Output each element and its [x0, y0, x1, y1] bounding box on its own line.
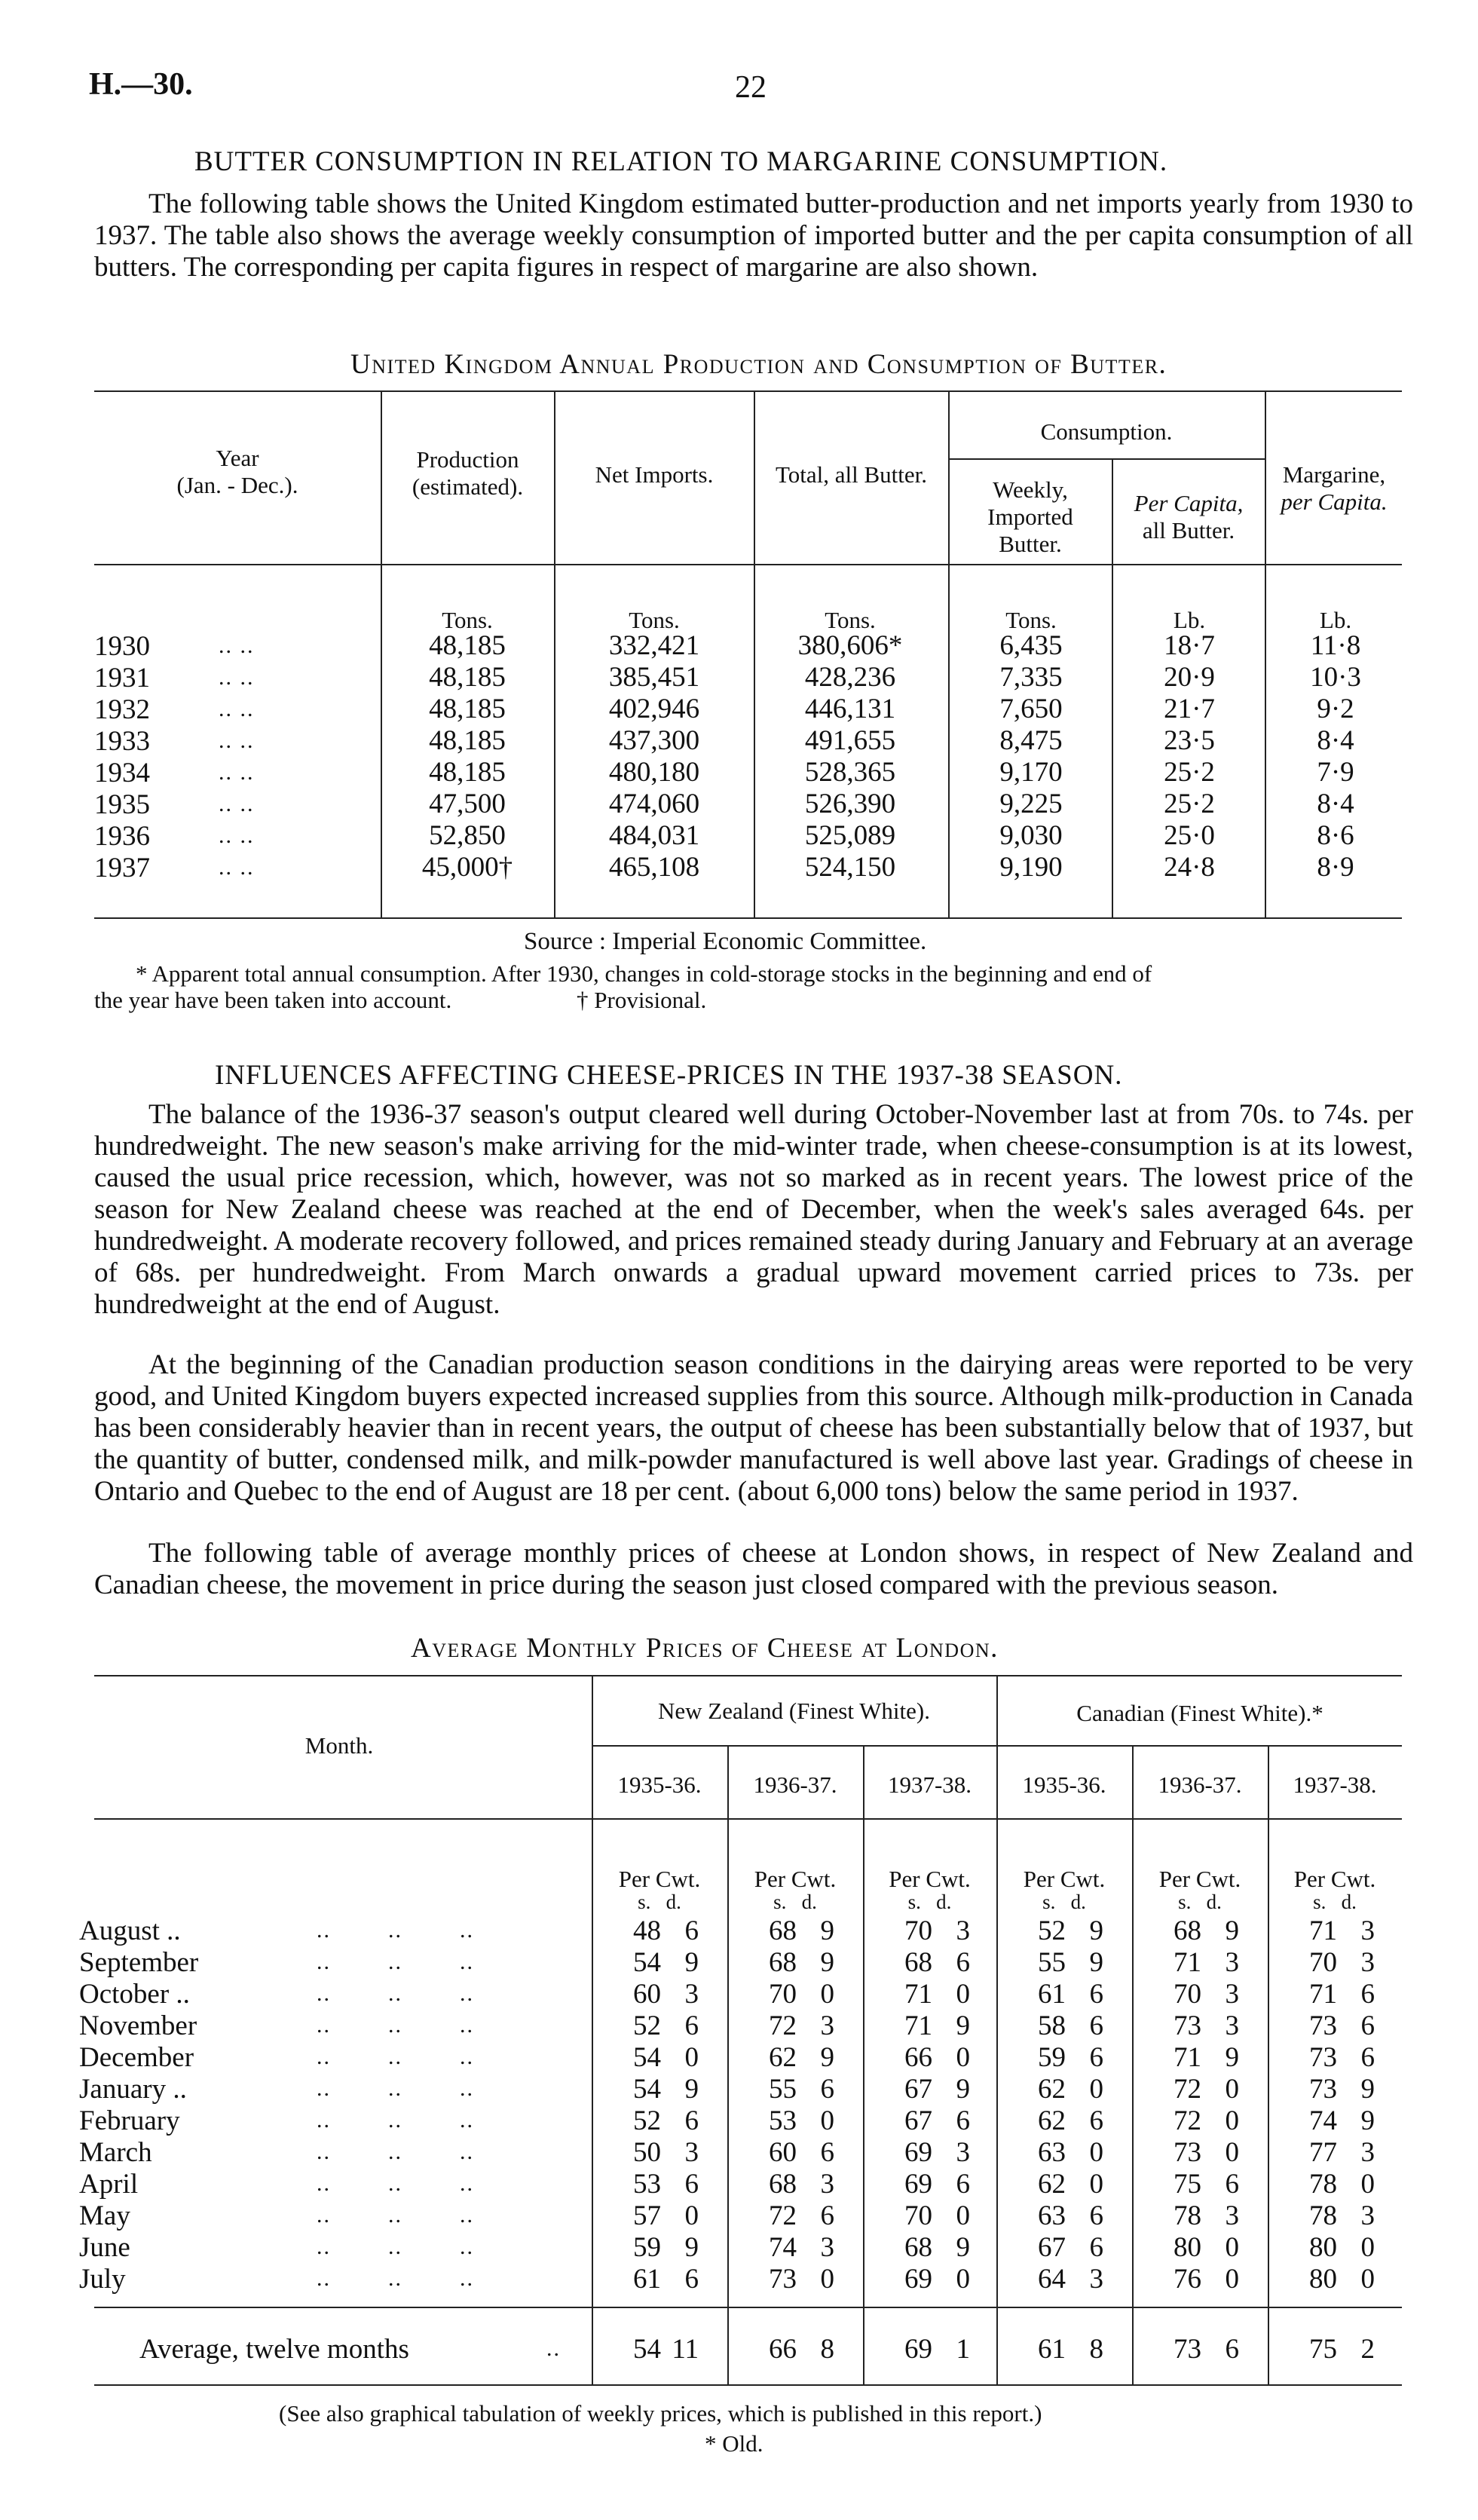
shillings-cell: 72	[1174, 2105, 1201, 2136]
section-title-cheese: INFLUENCES AFFECTING CHEESE-PRICES IN THE 1937-38 SEASON.	[215, 1060, 1123, 1091]
pence-cell: 9	[1360, 2074, 1375, 2105]
butter-table-title: United Kingdom Annual Production and Consumption of Butter.	[350, 349, 1167, 380]
butter-intro-paragraph: The following table shows the United Kingdom estimated butter-production and net imports yearly from 1930 to 1937. The table also shows the average weekly consumption of imported butter and the per capita consumption of all butters. The corresponding per capita figures in respect of margarine are also shown.	[94, 188, 1413, 283]
unit-label: Tons.	[629, 607, 680, 633]
cheese-table-title: Average Monthly Prices of Cheese at London.	[411, 1633, 999, 1664]
shillings-cell: 62	[1038, 2105, 1066, 2136]
section-title-butter: BUTTER CONSUMPTION IN RELATION TO MARGARINE CONSUMPTION.	[194, 146, 1168, 177]
leader-dots: .. .. ..	[317, 1949, 474, 1974]
month-label: May	[79, 2200, 130, 2231]
shillings-cell: 48	[633, 1915, 661, 1946]
shillings-cell: 53	[769, 2105, 797, 2136]
leader-dots: .. .. ..	[317, 2203, 474, 2228]
shillings-cell: 80	[1309, 2232, 1337, 2263]
pence-cell: 9	[684, 2232, 699, 2263]
cheese-paragraph-3: The following table of average monthly prices of cheese at London shows, in respect of New Zealand and Canadian cheese, the movement in price during the season just closed compared with the previous season.	[94, 1538, 1413, 1600]
butter-footnote-2: the year have been taken into account.	[94, 987, 452, 1013]
butter-source: Source : Imperial Economic Committee.	[524, 928, 927, 955]
shillings-cell: 71	[1309, 1915, 1337, 1946]
month-label: September	[79, 1947, 199, 1978]
butter-cell: 428,236	[804, 662, 896, 693]
pence-cell: 0	[1089, 2074, 1103, 2105]
header-consumption: Consumption.	[1040, 418, 1173, 445]
leader-dots: .. .. ..	[317, 2044, 474, 2069]
pence-cell: 6	[1089, 1979, 1103, 2010]
butter-cell: 18·7	[1164, 630, 1215, 661]
butter-cell: 24·8	[1164, 852, 1215, 883]
shillings-cell: 54	[633, 2074, 661, 2105]
leader-dots: .. .. ..	[317, 2076, 474, 2101]
butter-cell: 47,500	[429, 788, 506, 819]
butter-cell: 52,850	[429, 820, 506, 851]
season-header: 1935-36.	[617, 1771, 702, 1798]
shillings-cell: 74	[1309, 2105, 1337, 2136]
butter-cell: 7,335	[999, 662, 1063, 693]
sd-label: s. d.	[1042, 1891, 1086, 1913]
pence-cell: 6	[1089, 2200, 1103, 2231]
per-cwt-label: Per Cwt.	[754, 1866, 837, 1892]
month-label: April	[79, 2169, 139, 2200]
butter-cell: 484,031	[608, 820, 700, 851]
butter-cell: 402,946	[608, 694, 700, 724]
pence-cell: 9	[956, 2010, 970, 2041]
butter-year: 1937	[94, 853, 150, 883]
pence-cell: 6	[684, 2264, 699, 2295]
leader-dots: .. ..	[219, 697, 255, 721]
per-cwt-label: Per Cwt.	[1158, 1866, 1241, 1892]
pence-cell: 3	[1360, 2137, 1375, 2168]
leader-dots: ..	[546, 2336, 561, 2361]
average-pence: 2	[1360, 2334, 1375, 2365]
butter-cell: 10·3	[1310, 662, 1361, 693]
pence-cell: 0	[956, 2042, 970, 2073]
pence-cell: 9	[956, 2232, 970, 2263]
cheese-note-old: * Old.	[705, 2430, 763, 2457]
unit-label: Lb.	[1173, 607, 1206, 633]
butter-cell: 48,185	[429, 662, 506, 693]
butter-year: 1930	[94, 631, 150, 662]
butter-cell: 465,108	[608, 852, 700, 883]
shillings-cell: 54	[633, 2042, 661, 2073]
butter-year: 1934	[94, 758, 150, 788]
pence-cell: 6	[1360, 1979, 1375, 2010]
shillings-cell: 73	[1309, 2042, 1337, 2073]
shillings-cell: 80	[1174, 2232, 1201, 2263]
shillings-cell: 62	[769, 2042, 797, 2073]
average-pence: 11	[672, 2334, 699, 2365]
pence-cell: 6	[684, 2169, 699, 2200]
pence-cell: 3	[1360, 2200, 1375, 2231]
month-label: November	[79, 2010, 197, 2041]
header-month: Month.	[304, 1732, 374, 1759]
butter-cell: 48,185	[429, 725, 506, 756]
pence-cell: 0	[684, 2200, 699, 2231]
month-label: February	[79, 2105, 180, 2136]
pence-cell: 0	[956, 1979, 970, 2010]
butter-cell: 20·9	[1164, 662, 1215, 693]
pence-cell: 0	[1360, 2169, 1375, 2200]
butter-footnote-3: † Provisional.	[577, 987, 707, 1013]
page-number: 22	[735, 70, 767, 105]
pence-cell: 3	[1225, 1979, 1239, 2010]
shillings-cell: 55	[1038, 1947, 1066, 1978]
shillings-cell: 73	[1309, 2074, 1337, 2105]
shillings-cell: 69	[904, 2169, 932, 2200]
pence-cell: 3	[684, 1979, 699, 2010]
pence-cell: 3	[1360, 1947, 1375, 1978]
shillings-cell: 74	[769, 2232, 797, 2263]
pence-cell: 9	[1225, 2042, 1239, 2073]
shillings-cell: 62	[1038, 2074, 1066, 2105]
shillings-cell: 54	[633, 1947, 661, 1978]
sd-label: s. d.	[1178, 1891, 1222, 1913]
pence-cell: 9	[956, 2074, 970, 2105]
pence-cell: 6	[1360, 2042, 1375, 2073]
unit-label: Tons.	[825, 607, 876, 633]
pence-cell: 6	[820, 2137, 834, 2168]
unit-label: Lb.	[1319, 607, 1352, 633]
pence-cell: 0	[1225, 2105, 1239, 2136]
butter-cell: 7,650	[999, 694, 1063, 724]
month-label: January ..	[79, 2074, 187, 2105]
shillings-cell: 50	[633, 2137, 661, 2168]
butter-cell: 11·8	[1310, 630, 1361, 661]
leader-dots: .. .. ..	[317, 2234, 474, 2259]
pence-cell: 0	[820, 1979, 834, 2010]
pence-cell: 0	[1089, 2137, 1103, 2168]
average-shillings: 61	[1038, 2334, 1066, 2365]
header-canadian: Canadian (Finest White).*	[1076, 1700, 1323, 1726]
shillings-cell: 73	[1174, 2137, 1201, 2168]
average-shillings: 66	[769, 2334, 797, 2365]
butter-cell: 9,170	[999, 757, 1063, 788]
per-cwt-label: Per Cwt.	[1023, 1866, 1106, 1892]
pence-cell: 6	[820, 2200, 834, 2231]
shillings-cell: 70	[904, 1915, 932, 1946]
pence-cell: 9	[820, 1947, 834, 1978]
average-shillings: 54	[633, 2334, 661, 2365]
report-reference: H.—30.	[89, 67, 193, 102]
per-cwt-label: Per Cwt.	[618, 1866, 701, 1892]
leader-dots: .. .. ..	[317, 2108, 474, 2133]
shillings-cell: 68	[904, 2232, 932, 2263]
butter-cell: 8·4	[1317, 725, 1354, 756]
butter-cell: 6,435	[999, 630, 1063, 661]
pence-cell: 6	[684, 1915, 699, 1946]
pence-cell: 3	[820, 2232, 834, 2263]
shillings-cell: 59	[1038, 2042, 1066, 2073]
shillings-cell: 72	[769, 2200, 797, 2231]
pence-cell: 6	[1225, 2169, 1239, 2200]
average-pence: 8	[1089, 2334, 1103, 2365]
butter-cell: 491,655	[804, 725, 896, 756]
butter-cell: 21·7	[1164, 694, 1215, 724]
leader-dots: .. ..	[219, 855, 255, 880]
shillings-cell: 58	[1038, 2010, 1066, 2041]
shillings-cell: 77	[1309, 2137, 1337, 2168]
pence-cell: 0	[1225, 2232, 1239, 2263]
leader-dots: .. ..	[219, 823, 255, 848]
pence-cell: 9	[1089, 1915, 1103, 1946]
pence-cell: 3	[820, 2010, 834, 2041]
cheese-paragraph-2: At the beginning of the Canadian production season conditions in the dairying areas were reported to be very good, and United Kingdom buyers expected increased supplies from this source. Although milk-production in Canada has been considerably heavier than in recent years, the output of cheese has been substantially below that of 1937, but the quantity of butter, condensed milk, and milk-powder manufactured is well above last year. Gradings of cheese in Ontario and Quebec to the end of August are 18 per cent. (about 6,000 tons) below the same period in 1937.	[94, 1349, 1413, 1507]
shillings-cell: 53	[633, 2169, 661, 2200]
shillings-cell: 63	[1038, 2200, 1066, 2231]
shillings-cell: 63	[1038, 2137, 1066, 2168]
pence-cell: 6	[684, 2105, 699, 2136]
shillings-cell: 70	[769, 1979, 797, 2010]
butter-year: 1933	[94, 726, 150, 757]
shillings-cell: 55	[769, 2074, 797, 2105]
butter-cell: 25·2	[1164, 788, 1215, 819]
shillings-cell: 61	[633, 2264, 661, 2295]
shillings-cell: 60	[769, 2137, 797, 2168]
leader-dots: .. ..	[219, 792, 255, 816]
shillings-cell: 60	[633, 1979, 661, 2010]
pence-cell: 9	[684, 1947, 699, 1978]
average-pence: 1	[956, 2334, 970, 2365]
butter-cell: 9,225	[999, 788, 1063, 819]
pence-cell: 0	[1225, 2074, 1239, 2105]
shillings-cell: 71	[904, 2010, 932, 2041]
pence-cell: 3	[684, 2137, 699, 2168]
unit-label: Tons.	[1005, 607, 1057, 633]
butter-cell: 380,606*	[797, 630, 903, 661]
month-label: July	[79, 2264, 126, 2295]
pence-cell: 3	[820, 2169, 834, 2200]
pence-cell: 0	[956, 2264, 970, 2295]
season-header: 1935-36.	[1022, 1771, 1106, 1798]
shillings-cell: 73	[769, 2264, 797, 2295]
pence-cell: 9	[684, 2074, 699, 2105]
pence-cell: 6	[820, 2074, 834, 2105]
butter-footnote-1: * Apparent total annual consumption. After 1930, changes in cold-storage stocks in the beginning and end of	[136, 960, 1152, 987]
butter-cell: 48,185	[429, 630, 506, 661]
pence-cell: 0	[1225, 2264, 1239, 2295]
shillings-cell: 71	[1309, 1979, 1337, 2010]
leader-dots: .. .. ..	[317, 1981, 474, 2006]
season-header: 1936-37.	[753, 1771, 837, 1798]
butter-cell: 525,089	[804, 820, 896, 851]
shillings-cell: 52	[1038, 1915, 1066, 1946]
shillings-cell: 62	[1038, 2169, 1066, 2200]
season-header: 1937-38.	[887, 1771, 972, 1798]
pence-cell: 6	[684, 2010, 699, 2041]
shillings-cell: 72	[769, 2010, 797, 2041]
shillings-cell: 73	[1309, 2010, 1337, 2041]
shillings-cell: 64	[1038, 2264, 1066, 2295]
pence-cell: 0	[684, 2042, 699, 2073]
pence-cell: 6	[956, 2105, 970, 2136]
shillings-cell: 75	[1174, 2169, 1201, 2200]
pence-cell: 0	[820, 2105, 834, 2136]
shillings-cell: 76	[1174, 2264, 1201, 2295]
leader-dots: .. ..	[219, 760, 255, 785]
butter-cell: 7·9	[1317, 757, 1354, 788]
butter-cell: 437,300	[608, 725, 700, 756]
header-total: Total, all Butter.	[775, 461, 927, 488]
shillings-cell: 59	[633, 2232, 661, 2263]
month-label: October ..	[79, 1979, 190, 2010]
shillings-cell: 67	[904, 2105, 932, 2136]
shillings-cell: 80	[1309, 2264, 1337, 2295]
average-shillings: 69	[904, 2334, 932, 2365]
shillings-cell: 68	[769, 1947, 797, 1978]
cheese-note-graphical: (See also graphical tabulation of weekly prices, which is published in this report.)	[279, 2400, 1042, 2427]
per-cwt-label: Per Cwt.	[1293, 1866, 1376, 1892]
shillings-cell: 61	[1038, 1979, 1066, 2010]
pence-cell: 0	[1089, 2169, 1103, 2200]
pence-cell: 6	[1089, 2042, 1103, 2073]
butter-cell: 45,000†	[421, 852, 513, 883]
butter-cell: 9,030	[999, 820, 1063, 851]
leader-dots: .. ..	[219, 728, 255, 753]
butter-cell: 48,185	[429, 694, 506, 724]
butter-cell: 480,180	[608, 757, 700, 788]
shillings-cell: 57	[633, 2200, 661, 2231]
sd-label: s. d.	[907, 1891, 952, 1913]
leader-dots: .. .. ..	[317, 2171, 474, 2196]
butter-year: 1932	[94, 694, 150, 725]
pence-cell: 9	[1360, 2105, 1375, 2136]
shillings-cell: 70	[1174, 1979, 1201, 2010]
pence-cell: 6	[1089, 2010, 1103, 2041]
pence-cell: 3	[1225, 1947, 1239, 1978]
pence-cell: 3	[956, 2137, 970, 2168]
shillings-cell: 72	[1174, 2074, 1201, 2105]
shillings-cell: 78	[1174, 2200, 1201, 2231]
season-header: 1936-37.	[1158, 1771, 1242, 1798]
header-weekly: Weekly, Imported Butter.	[987, 476, 1073, 557]
header-per-capita: Per Capita, all Butter.	[1134, 490, 1244, 543]
pence-cell: 0	[1360, 2232, 1375, 2263]
pence-cell: 0	[1225, 2137, 1239, 2168]
pence-cell: 6	[956, 2169, 970, 2200]
butter-year: 1931	[94, 663, 150, 694]
pence-cell: 6	[1089, 2232, 1103, 2263]
pence-cell: 9	[1225, 1915, 1239, 1946]
shillings-cell: 67	[904, 2074, 932, 2105]
pence-cell: 0	[956, 2200, 970, 2231]
average-pence: 6	[1225, 2334, 1239, 2365]
pence-cell: 6	[956, 1947, 970, 1978]
leader-dots: .. .. ..	[317, 1918, 474, 1943]
shillings-cell: 69	[904, 2264, 932, 2295]
average-pence: 8	[820, 2334, 834, 2365]
shillings-cell: 68	[904, 1947, 932, 1978]
shillings-cell: 71	[1174, 2042, 1201, 2073]
average-shillings: 73	[1174, 2334, 1201, 2365]
header-year: Year (Jan. - Dec.).	[176, 445, 298, 498]
pence-cell: 0	[1360, 2264, 1375, 2295]
pence-cell: 9	[820, 2042, 834, 2073]
month-label: June	[79, 2232, 130, 2263]
leader-dots: .. ..	[219, 665, 255, 690]
leader-dots: .. .. ..	[317, 2139, 474, 2164]
sd-label: s. d.	[638, 1891, 681, 1913]
average-label: Average, twelve months	[139, 2334, 409, 2365]
butter-cell: 528,365	[804, 757, 896, 788]
butter-cell: 524,150	[804, 852, 896, 883]
per-cwt-label: Per Cwt.	[889, 1866, 971, 1892]
header-margarine: Margarine, per Capita.	[1281, 461, 1388, 515]
cheese-paragraph-1: The balance of the 1936-37 season's output cleared well during October-November last at from 70s. to 74s. per hundredweight. The new season's make arriving for the mid-winter trade, when cheese-consumption is at its lowest, caused the usual price recession, which, however, was not so marked as in recent years. The lowest price of the season for New Zealand cheese was reached at the end of December, when the week's sales averaged 64s. per hundredweight. A moderate recovery followed, and prices remained steady during January and February at an average of 68s. per hundredweight. From March onwards a gradual upward movement carried prices to 73s. per hundredweight at the end of August.	[94, 1099, 1413, 1320]
pence-cell: 3	[1360, 1915, 1375, 1946]
shillings-cell: 78	[1309, 2200, 1337, 2231]
butter-cell: 48,185	[429, 757, 506, 788]
pence-cell: 6	[1360, 2010, 1375, 2041]
butter-cell: 25·2	[1164, 757, 1215, 788]
butter-cell: 332,421	[608, 630, 700, 661]
butter-cell: 474,060	[608, 788, 700, 819]
shillings-cell: 52	[633, 2010, 661, 2041]
shillings-cell: 71	[904, 1979, 932, 2010]
shillings-cell: 68	[1174, 1915, 1201, 1946]
month-label: March	[79, 2137, 152, 2168]
butter-cell: 385,451	[608, 662, 700, 693]
shillings-cell: 73	[1174, 2010, 1201, 2041]
butter-cell: 8·4	[1317, 788, 1354, 819]
leader-dots: .. .. ..	[317, 2266, 474, 2291]
butter-cell: 526,390	[804, 788, 896, 819]
leader-dots: .. .. ..	[317, 2013, 474, 2038]
shillings-cell: 68	[769, 1915, 797, 1946]
butter-year: 1936	[94, 821, 150, 852]
pence-cell: 3	[1225, 2200, 1239, 2231]
pence-cell: 3	[1225, 2010, 1239, 2041]
pence-cell: 9	[820, 1915, 834, 1946]
sd-label: s. d.	[773, 1891, 817, 1913]
sd-label: s. d.	[1313, 1891, 1357, 1913]
header-new-zealand: New Zealand (Finest White).	[658, 1698, 930, 1724]
shillings-cell: 71	[1174, 1947, 1201, 1978]
shillings-cell: 68	[769, 2169, 797, 2200]
butter-cell: 23·5	[1164, 725, 1215, 756]
butter-cell: 9,190	[999, 852, 1063, 883]
butter-cell: 446,131	[804, 694, 896, 724]
butter-cell: 8,475	[999, 725, 1063, 756]
shillings-cell: 52	[633, 2105, 661, 2136]
pence-cell: 6	[1089, 2105, 1103, 2136]
pence-cell: 3	[1089, 2264, 1103, 2295]
leader-dots: .. ..	[219, 633, 255, 658]
month-label: December	[79, 2042, 194, 2073]
shillings-cell: 67	[1038, 2232, 1066, 2263]
butter-cell: 9·2	[1317, 694, 1354, 724]
header-production: Production (estimated).	[412, 446, 524, 500]
butter-cell: 8·9	[1317, 852, 1354, 883]
shillings-cell: 70	[1309, 1947, 1337, 1978]
unit-label: Tons.	[442, 607, 493, 633]
shillings-cell: 78	[1309, 2169, 1337, 2200]
shillings-cell: 70	[904, 2200, 932, 2231]
butter-cell: 8·6	[1317, 820, 1354, 851]
season-header: 1937-38.	[1293, 1771, 1377, 1798]
month-label: August ..	[79, 1915, 181, 1946]
pence-cell: 0	[820, 2264, 834, 2295]
average-shillings: 75	[1309, 2334, 1337, 2365]
butter-cell: 25·0	[1164, 820, 1215, 851]
pence-cell: 9	[1089, 1947, 1103, 1978]
shillings-cell: 66	[904, 2042, 932, 2073]
butter-year: 1935	[94, 789, 150, 820]
pence-cell: 3	[956, 1915, 970, 1946]
shillings-cell: 69	[904, 2137, 932, 2168]
header-net-imports: Net Imports.	[595, 461, 714, 488]
